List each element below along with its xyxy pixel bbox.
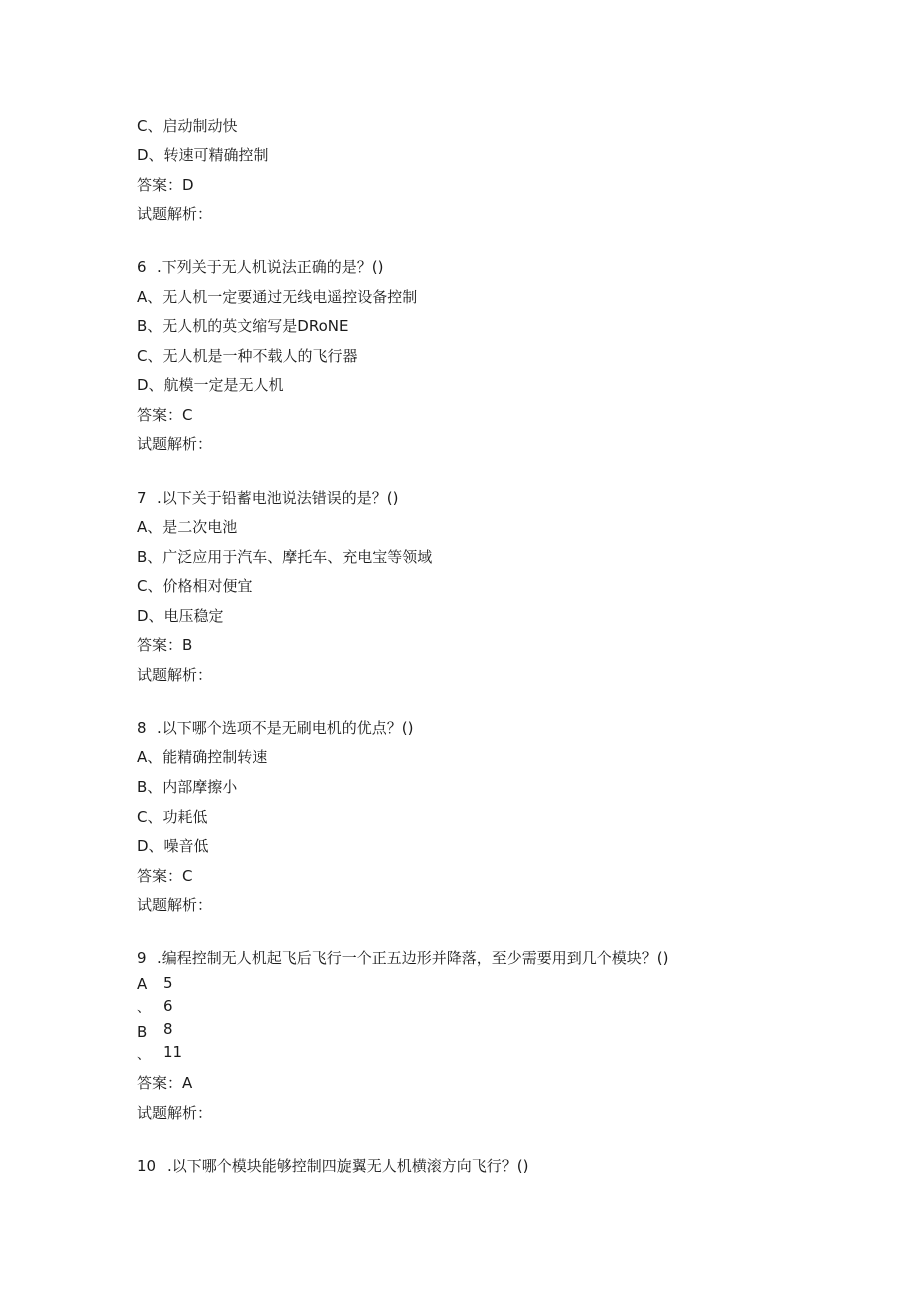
q6-option-a: A、无人机一定要通过无线电遥控设备控制: [137, 288, 418, 306]
q9-value-4: 11: [163, 1043, 183, 1061]
q8-option-c: C、功耗低: [137, 808, 208, 826]
q6-stem: .下列关于无人机说法正确的是？(): [157, 258, 384, 276]
q9-value-2: 6: [163, 997, 173, 1015]
q10-stem: .以下哪个模块能够控制四旋翼无人机横滚方向飞行？(): [167, 1157, 529, 1175]
q6-option-b: B、无人机的英文缩写是DRoNE: [137, 317, 349, 335]
q9-stem: .编程控制无人机起飞后飞行一个正五边形并降落，至少需要用到几个模块？(): [157, 949, 669, 967]
q8-number: 8: [137, 719, 147, 737]
q9-letter-b: B: [137, 1023, 148, 1041]
q9-value-1: 5: [163, 974, 173, 992]
q7-option-d: D、电压稳定: [137, 607, 224, 625]
q7-number: 7: [137, 489, 147, 507]
q7-option-a: A、是二次电池: [137, 518, 238, 536]
q7-option-b: B、广泛应用于汽车、摩托车、充电宝等领域: [137, 548, 433, 566]
q5-answer: 答案：D: [137, 176, 194, 194]
q9-analysis: 试题解析：: [137, 1104, 213, 1122]
q9-stem-line: [137, 948, 668, 968]
q10-number: 10: [137, 1157, 157, 1175]
q8-option-b: B、内部摩擦小: [137, 778, 238, 796]
q7-stem: .以下关于铅蓄电池说法错误的是？(): [157, 489, 399, 507]
q5-option-c: C、启动制动快: [137, 117, 238, 135]
q8-stem-line: [137, 718, 413, 738]
q5-option-d: D、转速可精确控制: [137, 146, 269, 164]
q7-analysis: 试题解析：: [137, 666, 213, 684]
q6-stem-line: [137, 257, 383, 277]
q9-number: 9: [137, 949, 147, 967]
q6-analysis: 试题解析：: [137, 435, 213, 453]
q8-analysis: 试题解析：: [137, 896, 213, 914]
q8-stem: .以下哪个选项不是无刷电机的优点？(): [157, 719, 414, 737]
q8-answer: 答案：C: [137, 867, 193, 885]
q9-letter-a: A: [137, 975, 148, 993]
q7-answer: 答案：B: [137, 636, 193, 654]
q10-stem-line: [137, 1156, 528, 1176]
q5-analysis: 试题解析：: [137, 205, 213, 223]
q6-option-c: C、无人机是一种不载人的飞行器: [137, 347, 358, 365]
q6-option-d: D、航模一定是无人机: [137, 376, 284, 394]
q9-value-3: 8: [163, 1020, 173, 1038]
q7-stem-line: [137, 488, 398, 508]
q8-option-a: A、能精确控制转速: [137, 748, 268, 766]
q7-option-c: C、价格相对便宜: [137, 577, 253, 595]
q6-answer: 答案：C: [137, 406, 193, 424]
q6-number: 6: [137, 258, 147, 276]
q9-separator-b: 、: [137, 1048, 151, 1063]
q9-separator-a: 、: [137, 1001, 151, 1016]
q8-option-d: D、噪音低: [137, 837, 209, 855]
q9-answer: 答案：A: [137, 1074, 193, 1092]
